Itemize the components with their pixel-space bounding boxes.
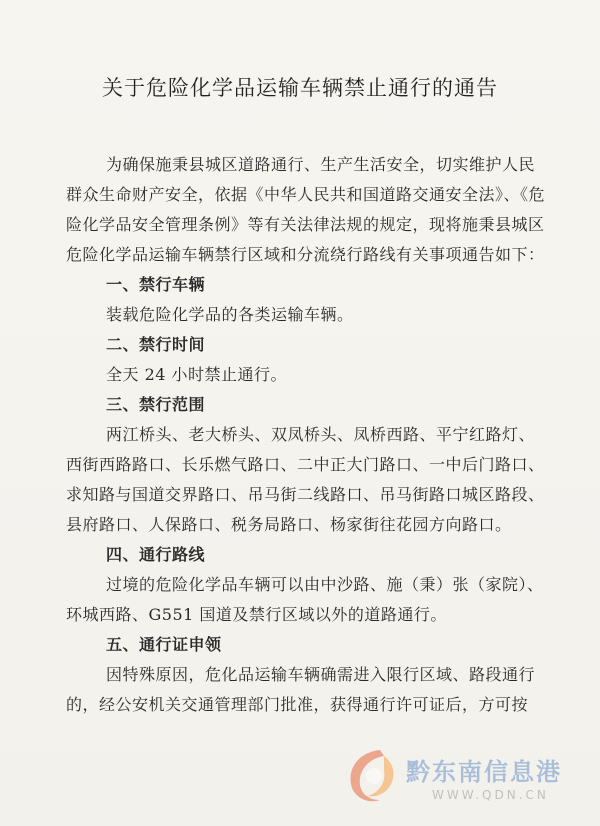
intro-paragraph: 为确保施秉县城区道路通行、生产生活安全，切实维护人民群众生命财产安全，依据《中华人民共和国道路交通安全法》、《危险化学品安全管理条例》等有关法律法规的规定，现将施秉县城区危险化学品运输车辆禁行区域和分流绕行路线有关事项通告如下： bbox=[66, 155, 546, 264]
site-watermark bbox=[340, 744, 590, 814]
section-text-vehicles: 装载危险化学品的各类运输车辆。 bbox=[106, 305, 354, 324]
section-heading-time: 二、禁行时间 bbox=[106, 335, 206, 354]
watermark-site-url: WWW.QDN.CN bbox=[432, 788, 549, 802]
section-heading-vehicles: 一、禁行车辆 bbox=[106, 275, 206, 294]
section-text-time: 全天 24 小时禁止通行。 bbox=[106, 365, 288, 384]
document-body bbox=[66, 150, 550, 720]
section-text-route: 过境的危险化学品车辆可以由中沙路、施（秉）张（家院）、环城西路、G551 国道及禁行区域以外的道路通行。 bbox=[66, 575, 544, 624]
section-heading-area: 三、禁行范围 bbox=[106, 395, 206, 414]
site-logo-icon bbox=[340, 744, 404, 808]
section-text-permit: 因特殊原因，危化品运输车辆确需进入限行区域、路段通行的，经公安机关交通管理部门批准，获得通行许可证后，方可按 bbox=[66, 665, 536, 714]
section-heading-permit: 五、通行证申领 bbox=[106, 635, 222, 654]
section-heading-route: 四、通行路线 bbox=[106, 545, 206, 564]
watermark-site-name: 黔东南信息港 bbox=[406, 758, 562, 786]
section-text-area: 两江桥头、老大桥头、双凤桥头、凤桥西路、平宁红路灯、西街西路路口、长乐燃气路口、二中正大门路口、一中后门路口、求知路与国道交界路口、吊马街二线路口、吊马街路口城区路段、县府路口、人保路口、税务局路口、杨家街往花园方向路口。 bbox=[66, 425, 545, 534]
document-title: 关于危险化学品运输车辆禁止通行的通告 bbox=[102, 76, 498, 100]
